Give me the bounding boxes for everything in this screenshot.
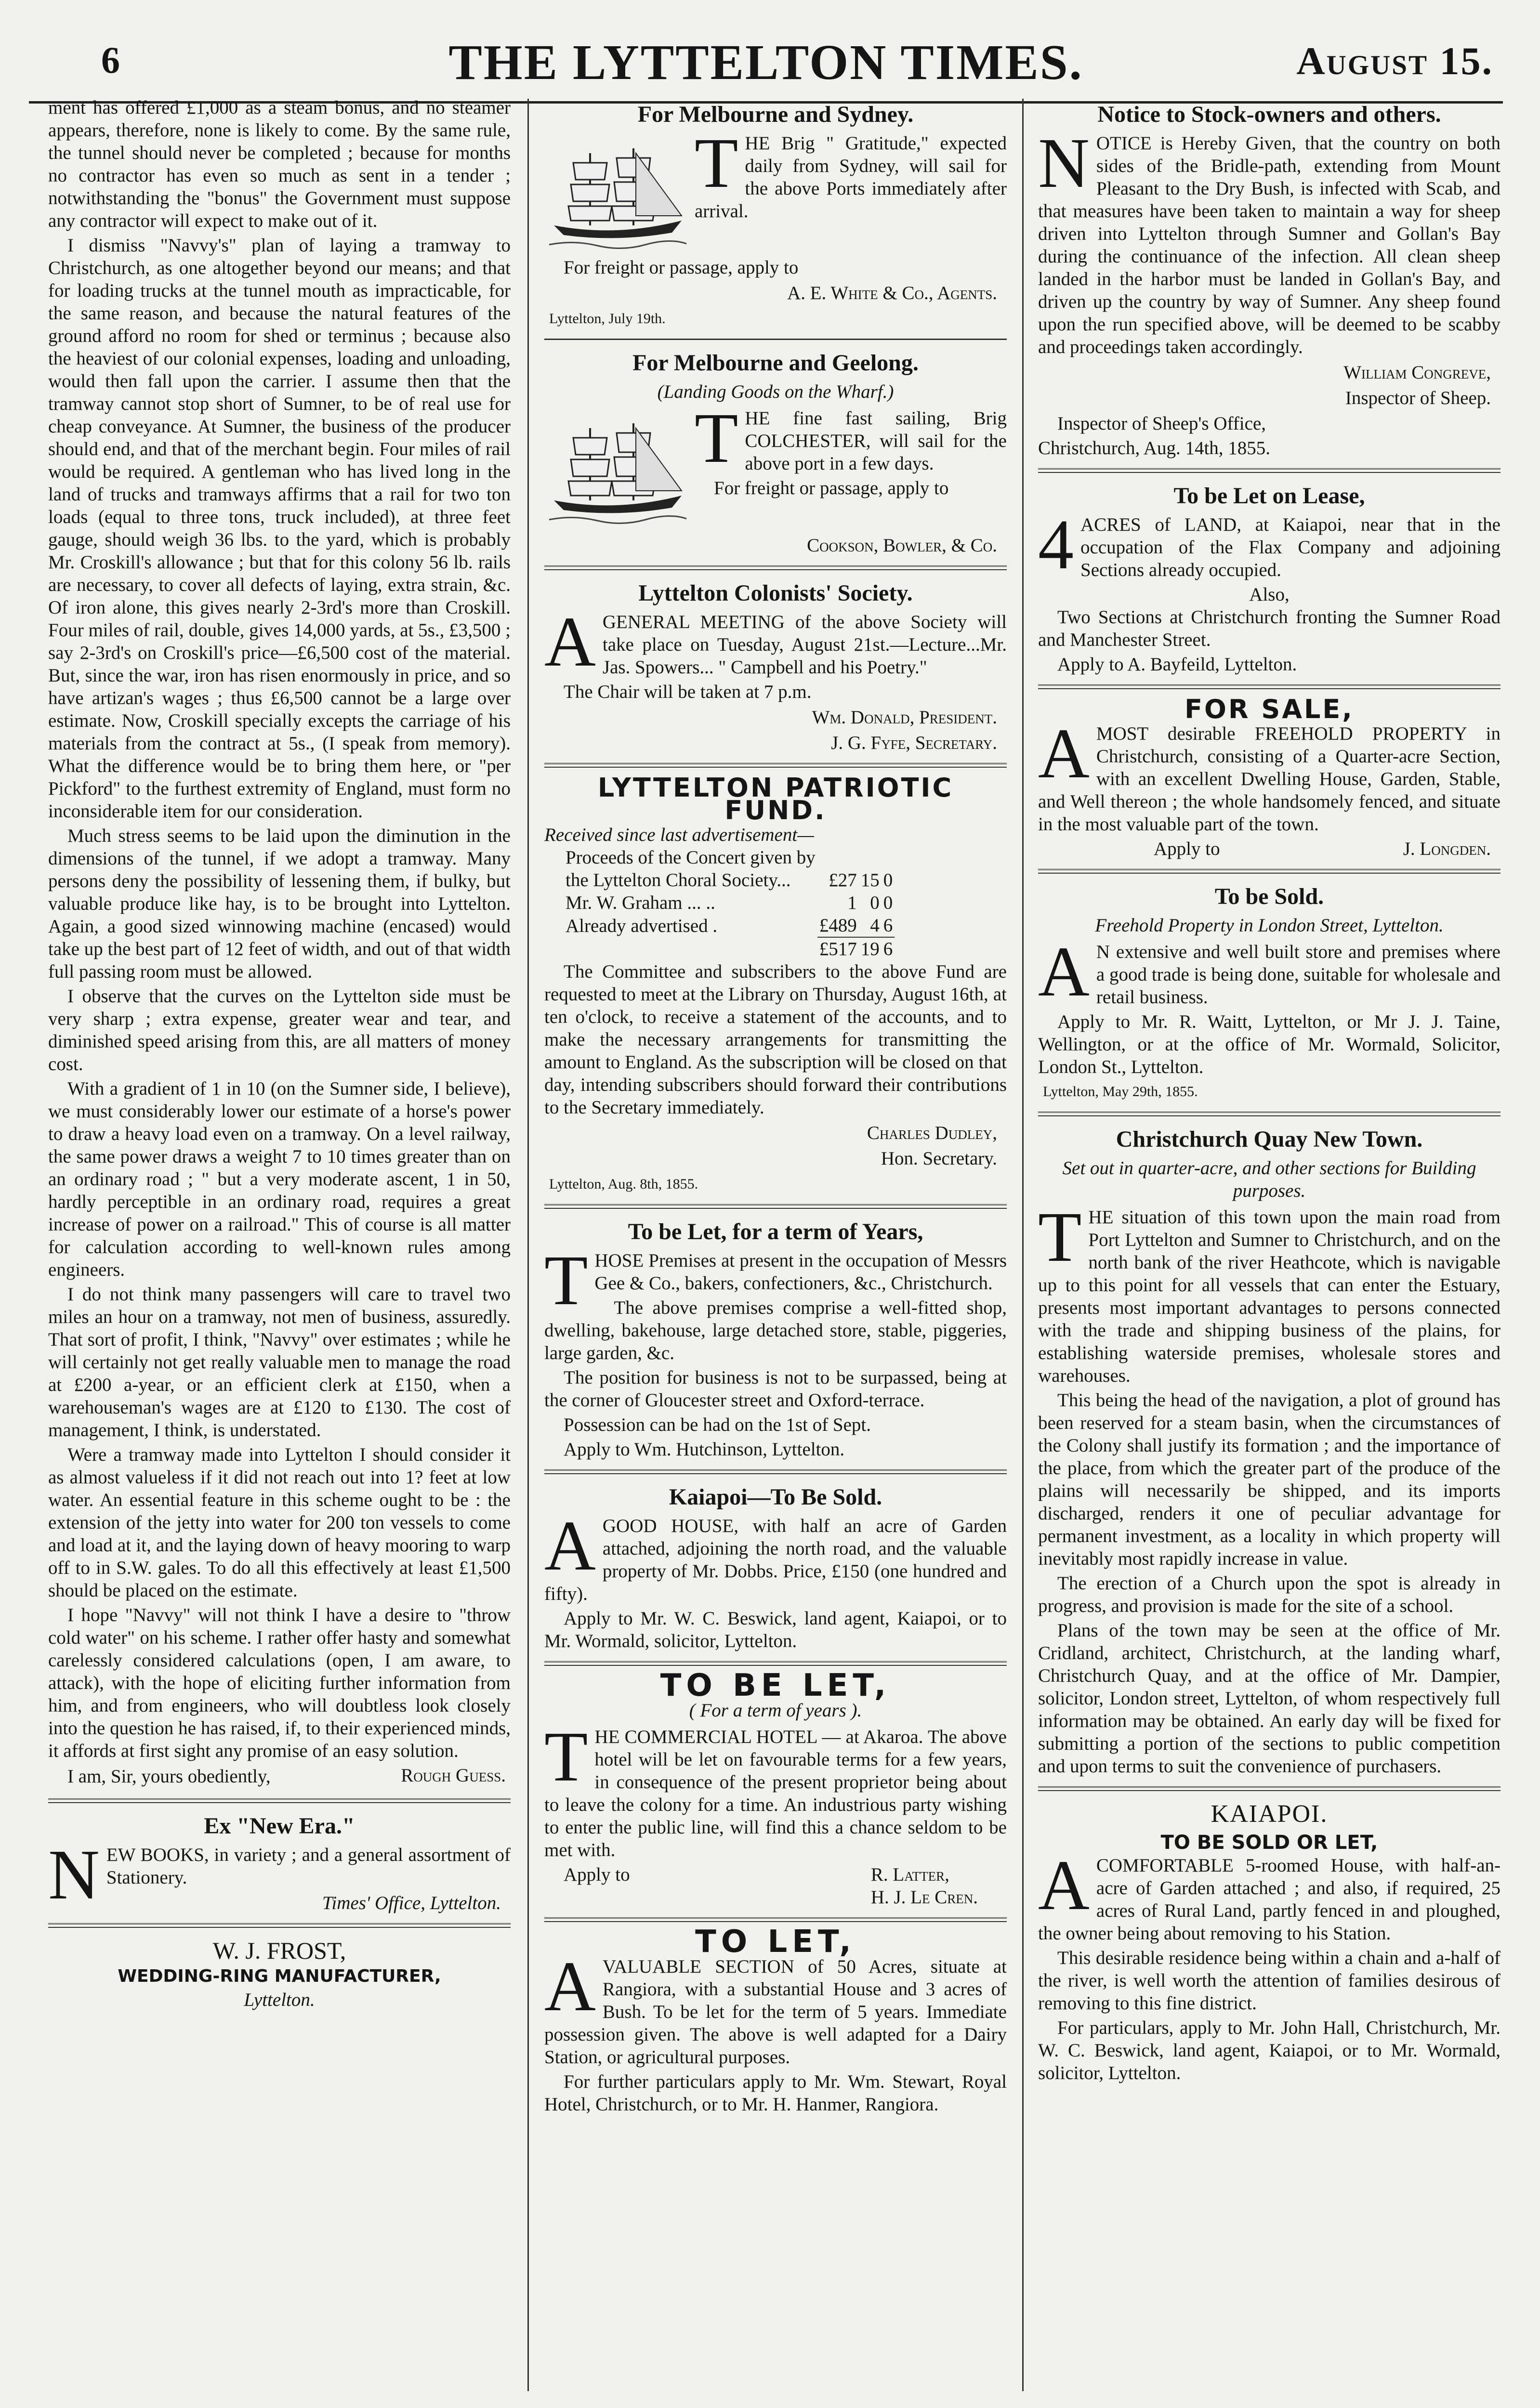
to-be-sold-subheading: Freehold Property in London Street, Lyttelton. <box>1095 915 1444 936</box>
drop-cap: T <box>544 1241 588 1320</box>
section-rule <box>544 339 1007 340</box>
page-number: 6 <box>101 39 120 81</box>
sailing-ship-icon <box>544 134 689 254</box>
melbourne-geelong-advert <box>544 399 1007 531</box>
hotel-let-subheading: ( For a term of years ). <box>689 1700 862 1721</box>
fund-label: the Lyttelton Choral Society... <box>566 870 791 890</box>
drop-cap: 4 <box>1038 505 1074 584</box>
lease-also: Also, <box>1249 584 1290 605</box>
letter-paragraph: Were a tramway made into Lyttelton I should consider it as almost valueless if it did not reach out into 1? feet at low water. An essential feature in this scheme ought to be : the extension of the jetty into water for 200 ton vessels to come and load at it, and the laying down of heavy mooring to warp off to in S.W. gales. To do all this effectively at least £1,500 should be placed on the estimate. <box>48 1444 511 1601</box>
column-3 <box>1038 96 1501 2398</box>
melbourne-geelong-freight: For freight or passage, apply to <box>714 478 949 498</box>
colonists-society-chair: The Chair will be taken at 7 p.m. <box>564 681 812 702</box>
column-divider <box>527 99 529 2391</box>
for-sale-heading: FOR SALE, <box>1185 694 1354 724</box>
let-years-body: HOSE Premises at present in the occupation of Messrs Gee & Co., bakers, confectioners, &c., Christchurch. <box>594 1250 1007 1294</box>
patriotic-fund-signature: Charles Dudley, <box>867 1123 997 1143</box>
melbourne-sydney-signature: A. E. White & Co., Agents. <box>787 283 997 303</box>
total-pounds: £517 <box>817 937 859 960</box>
stock-notice-date: Christchurch, Aug. 14th, 1855. <box>1038 438 1271 458</box>
for-sale-advert <box>1038 714 1501 836</box>
lease-apply: Apply to A. Bayfeild, Lyttelton. <box>1057 654 1297 675</box>
to-be-sold-advert <box>1038 932 1501 1011</box>
kaiapoi-sold-apply: Apply to Mr. W. C. Beswick, land agent, Kaiapoi, or to Mr. Wormald, solicitor, Lyttelton. <box>544 1608 1007 1651</box>
patriotic-fund-table <box>564 846 895 960</box>
drop-cap: A <box>544 1506 596 1585</box>
quay-subheading: Set out in quarter-acre, and other sections for Building purposes. <box>1062 1158 1476 1201</box>
ship-illustration <box>544 409 689 529</box>
fund-shillings <box>859 846 882 869</box>
section-rule <box>1038 468 1501 473</box>
section-let-heading: TO LET, <box>695 1924 856 1960</box>
melbourne-freight: For freight or passage, apply to <box>564 257 799 278</box>
colonists-society-secretary: J. G. Fyfe, Secretary. <box>831 733 997 753</box>
fund-pounds <box>817 846 859 869</box>
stock-notice-title: Inspector of Sheep. <box>1345 388 1491 408</box>
drop-cap: T <box>544 1717 588 1796</box>
patriotic-fund-heading: LYTTELTON PATRIOTIC FUND. <box>597 772 954 825</box>
hotel-let-signature-1: R. Latter, <box>870 1864 949 1885</box>
to-be-sold-date: Lyttelton, May 29th, 1855. <box>1043 1084 1198 1099</box>
drop-cap: A <box>1038 932 1090 1011</box>
kaiapoi-apply: For particulars, apply to Mr. John Hall, Christchurch, Mr. W. C. Beswick, land agent, Kaiapoi, or to Mr. Wormald, solicitor, Lyttelton. <box>1038 2017 1501 2083</box>
for-sale-apply: Apply to <box>1154 838 1220 859</box>
melbourne-sydney-heading: For Melbourne and Sydney. <box>637 102 914 127</box>
drop-cap: N <box>48 1835 100 1914</box>
column-divider <box>1022 99 1024 2391</box>
fund-shillings: 15 <box>860 870 880 890</box>
kaiapoi-body: COMFORTABLE 5-roomed House, with half-an-acre of Garden attached ; and also, if required, 25 acres of Rural Land, partly fenced in and ploughed, the owner being about removing to his Station. <box>1038 1855 1501 1944</box>
melbourne-sydney-body: HE Brig " Gratitude," expected daily from Sydney, will sail for the above Ports immediately after arrival. <box>695 133 1007 222</box>
section-rule <box>1038 684 1501 689</box>
quay-heading: Christchurch Quay New Town. <box>1116 1126 1423 1152</box>
fund-row <box>564 914 895 937</box>
lease-advert <box>1038 505 1501 584</box>
quay-navigation: This being the head of the navigation, a plot of ground has been reserved for a steam basin, when the circumstances of the Colony shall justify its formation ; and the importance of the place, from which the greater part of the produce of the plains will necessarily be shipped, and its imports discharged, renders it one of peculiar advantage for permanent investment, as a locality in which property will inevitably most rapidly increase in value. <box>1038 1390 1501 1569</box>
patriotic-fund-title: Hon. Secretary. <box>881 1148 997 1169</box>
section-rule <box>544 1661 1007 1666</box>
section-rule <box>48 1923 511 1928</box>
colonists-society-body: GENERAL MEETING of the above Society will take place on Tuesday, August 21st.—Lecture...Mr. Jas. Spowers... " Campbell and his Poetry." <box>602 612 1007 678</box>
hotel-let-signature-2: H. J. Le Cren. <box>870 1887 978 1908</box>
letter-body <box>48 96 511 1762</box>
fund-pence: 0 <box>883 892 893 913</box>
fund-shillings: 0 <box>870 892 880 913</box>
letter-paragraph: Much stress seems to be laid upon the diminution in the dimensions of the tunnel, if we adopt a tramway. Many persons deny the possibility of lessening them, if bulky, but valuable produce like hay, is to be brought into Lyttelton. Again, a good sized winnowing machine (encased) would take up the best part of 12 feet of width, and out of that width full passing room must be allowed. <box>48 825 511 982</box>
kaiapoi-subheading: TO BE SOLD OR LET, <box>1160 1832 1378 1854</box>
stock-notice-advert <box>1038 124 1501 358</box>
colonists-society-heading: Lyttelton Colonists' Society. <box>638 580 913 606</box>
newera-signature: Times' Office, Lyttelton. <box>322 1893 501 1913</box>
drop-cap: T <box>695 399 738 478</box>
newera-body: EW BOOKS, in variety ; and a general assortment of Stationery. <box>106 1845 511 1888</box>
melbourne-sydney-advert <box>544 124 1007 256</box>
frost-name: W. J. FROST, <box>212 1937 346 1964</box>
masthead <box>29 19 1503 104</box>
patriotic-fund-body: The Committee and subscribers to the above Fund are requested to meet at the Library on Thursday, August 16th, at ten o'clock, to receive a statement of the accounts, and to make the necessary arrangements for transmitting the amount to England. As the subscription will be closed on that day, intending subscribers should forward their contributions to the Secretary immediately. <box>544 961 1007 1118</box>
hotel-let-heading: TO BE LET, <box>660 1668 891 1703</box>
kaiapoi-advert <box>1038 1846 1501 1945</box>
kaiapoi-sold-heading: Kaiapoi—To Be Sold. <box>669 1484 882 1510</box>
melbourne-geelong-subheading: (Landing Goods on the Wharf.) <box>657 381 894 402</box>
let-years-possession: Possession can be had on the 1st of Sept. <box>564 1414 871 1435</box>
let-years-advert <box>544 1241 1007 1320</box>
section-rule <box>48 1798 511 1803</box>
melbourne-geelong-body: HE fine fast sailing, Brig COLCHESTER, will sail for the above port in a few days. <box>745 408 1007 474</box>
stock-notice-signature: William Congreve, <box>1343 362 1491 383</box>
let-years-premises: The above premises comprise a well-fitted shop, dwelling, bakehouse, large detached store, stable, piggeries, large garden, &c. <box>544 1297 1007 1363</box>
patriotic-fund-date: Lyttelton, Aug. 8th, 1855. <box>549 1176 698 1192</box>
section-let-apply: For further particulars apply to Mr. Wm. Stewart, Royal Hotel, Christchurch, or to Mr. H. Hanmer, Rangiora. <box>544 2071 1007 2115</box>
section-rule <box>1038 1786 1501 1791</box>
patriotic-fund-subheading: Received since last advertisement— <box>544 824 814 845</box>
quay-advert <box>1038 1198 1501 1387</box>
section-let-body: VALUABLE SECTION of 50 Acres, situate at Rangiora, with a substantial House and 3 acres of Bush. To be let for the term of 5 years. Immediate possession given. The above is well adapted for a Dairy Station, or agricultural purposes. <box>544 1956 1007 2068</box>
fund-pence: 0 <box>883 870 893 890</box>
section-rule <box>544 1917 1007 1922</box>
section-rule <box>544 1469 1007 1474</box>
sailing-ship-icon <box>544 409 689 529</box>
drop-cap: A <box>1038 714 1090 793</box>
to-be-sold-heading: To be Sold. <box>1214 884 1324 909</box>
column-2 <box>544 96 1007 2398</box>
fund-pounds: £489 <box>819 915 857 936</box>
letter-paragraph: I hope "Navvy" will not think I have a desire to "throw cold water" on his scheme. I rather offer hasty and somewhat carelessly considered calculations (open, I am aware, to attack), with the hope of eliciting further information from him, and from engineers, who will doubtless look closely into the question he has raised, if, to their experienced minds, it affords at first sight any promise of an easy solution. <box>48 1605 511 1761</box>
total-pence: 6 <box>882 937 895 960</box>
lease-heading: To be Let on Lease, <box>1173 483 1365 509</box>
let-years-heading: To be Let, for a term of Years, <box>628 1219 923 1244</box>
drop-cap: A <box>544 602 596 681</box>
frost-trade: WEDDING-RING MANUFACTURER, <box>118 1966 441 1986</box>
melbourne-sydney-date: Lyttelton, July 19th. <box>549 311 666 327</box>
ship-illustration <box>544 134 689 254</box>
fund-pounds: 1 <box>847 892 857 913</box>
drop-cap: A <box>1038 1846 1090 1925</box>
fund-label: Proceeds of the Concert given by <box>566 847 816 868</box>
hotel-let-body: HE COMMERCIAL HOTEL — at Akaroa. The above hotel will be let on favourable terms for a few years, in consequence of the present proprietor being about to leave the colony for a time. An industrious party wishing to enter the public line, will find this a chance seldom to be met with. <box>544 1727 1007 1860</box>
lease-body: ACRES of LAND, at Kaiapoi, near that in the occupation of the Flax Company and adjoining Sections already occupied. <box>1080 514 1501 580</box>
letter-closing: I am, Sir, yours obediently, <box>67 1766 271 1787</box>
colonists-society-advert <box>544 602 1007 681</box>
stock-notice-body: OTICE is Hereby Given, that the country on both sides of the Bridle-path, extending from Mount Pleasant to the Dry Bush, is infected with Scab, and that measures have been taken to maintain a way for sheep driven into Lyttelton through Sumner and Gollan's Bay during the continuance of the infection. All clean sheep landed in the harbor must be landed in Gollan's Bay, and driven up the country by way of Sumner. Any sheep found upon the run specified above, will be deemed to be scabby and proceedings taken accordingly. <box>1038 133 1501 357</box>
patriotic-fund-total <box>564 937 895 960</box>
letter-paragraph: I dismiss "Navvy's" plan of laying a tramway to Christchurch, as one altogether beyond our means; and that for loading trucks at the tunnel mouth as impracticable, for the same reason, and because the natural features of the ground afford no room for shed or terminus ; because also the heaviest of our colonial expenses, loading and unloading, would then fall upon the carrier. I assume then that the tramway cannot stop short of Sumner, to be of real use for cheap conveyance. At Sumner, the business of the producer should end, and that of the merchant begin. Four miles of rail would be required. A gentleman who has lived long in the land of trucks and tramways affirms that a rail for two ton loads (equal to three tons, truck included), at three feet gauge, should weigh 36 lbs. to the yard, which is probably Mr. Croskill's allowance ; but that for this colony 56 lb. rails are necessary, to cover all defects of laying, extra strain, &c. Of iron alone, this gives nearly 2-3rd's more than Croskill. Four miles of rail, double, gives 14,000 yards, at 5s., £3,500 ; say 2-3rd's on Croskill's price—£6,500 cost of the material. But, since the war, iron has risen enormously in price, and so have artizan's wages ; thus £6,500 cannot be a large over estimate. Now, Croskill specially excepts the carriage of his materials from the contract at 5s., (I speak from memory). What the difference would be to bring them here, or "per Pickford" to the furthest extremity of England, must form no inconsiderable item for our consideration. <box>48 235 511 822</box>
fund-shillings: 4 <box>870 915 880 936</box>
letter-paragraph: I do not think many passengers will care to travel two miles an hour on a tramway, not men of business, assuredly. That sort of profit, I think, "Navvy" over estimates ; while he will certainly not get really valuable men to manage the road at £200 a-year, or an efficient clerk at £150, when a warehouseman's wages are at £120 to £130. The cost of management, I think, is understated. <box>48 1284 511 1440</box>
fund-pounds: £27 <box>829 870 857 890</box>
letter-paragraph: With a gradient of 1 in 10 (on the Sumner side, I believe), we must considerably lower our estimate of a horse's power to draw a heavy load even on a tramway. On a level railway, the same power draws a weight 7 to 10 times greater than on an ordinary road ; " but a very moderate ascent, 1 in 50, hardly perceptible in an ordinary road, requires a great increase of power on a railroad." This of course is all matter for calculation according to well-known rules among engineers. <box>48 1078 511 1280</box>
hotel-let-advert <box>544 1717 1007 1861</box>
frost-place: Lyttelton. <box>244 1989 315 2010</box>
fund-label: Already advertised . <box>566 915 718 936</box>
issue-date: August 15. <box>1296 39 1493 83</box>
newspaper-title: THE LYTTELTON TIMES. <box>448 35 1083 90</box>
lease-sections: Two Sections at Christchurch fronting the Sumner Road and Manchester Street. <box>1038 607 1501 650</box>
kaiapoi-residence: This desirable residence being within a chain and a-half of the river, is well worth the attention of families desirous of removing to this fine district. <box>1038 1948 1501 2014</box>
melbourne-geelong-signature: Cookson, Bowler, & Co. <box>807 535 997 556</box>
total-shillings: 19 <box>859 937 882 960</box>
to-be-sold-apply: Apply to Mr. R. Waitt, Lyttelton, or Mr J. J. Taine, Wellington, or at the office of Mr. Wormald, Solicitor, London St., Lyttelton. <box>1038 1011 1501 1077</box>
drop-cap: T <box>695 124 738 203</box>
quay-body: HE situation of this town upon the main road from Port Lyttelton and Sumner to Christchurch, and on the north bank of the river Heathcote, which is navigable up to this point for all vessels that can enter the Estuary, presents most important advantages to persons connected with the trade and shipping business of the plains, for establishing waterside premises, wholesale stores and warehouses. <box>1038 1207 1501 1386</box>
kaiapoi-heading: KAIAPOI. <box>1211 1800 1328 1828</box>
for-sale-body: MOST desirable FREEHOLD PROPERTY in Christchurch, consisting of a Quarter-acre Section, with an excellent Dwelling House, Garden, Stable, and Well thereon ; the whole handsomely fenced, and situate in the most valuable part of the town. <box>1038 723 1501 835</box>
quay-plans: Plans of the town may be seen at the office of Mr. Cridland, architect, Christchurch, at the landing wharf, Christchurch Quay, and at the office of Mr. Dampier, solicitor, London street, Lyttelton, of whom respectively full information may be obtained. An early day will be fixed for submitting a portion of the sections to public competition and upon terms to suit the convenience of purchasers. <box>1038 1620 1501 1777</box>
drop-cap: N <box>1038 124 1090 203</box>
fund-row <box>564 869 895 891</box>
stock-notice-heading: Notice to Stock-owners and others. <box>1097 102 1441 127</box>
fund-row <box>564 891 895 914</box>
letter-paragraph: ment has offered £1,000 as a steam bonus, and no steamer appears, therefore, none is likely to come. By the same rule, the tunnel should never be completed ; because for months no contractor has even so much as sent in a tender ; notwithstanding the "bonus" the Government must suppose any contractor will expect to make out of it. <box>48 97 511 231</box>
fund-row <box>564 846 895 869</box>
to-be-sold-body: N extensive and well built store and premises where a good trade is being done, suitable for wholesale and retail business. <box>1096 942 1501 1008</box>
kaiapoi-sold-body: GOOD HOUSE, with half an acre of Garden attached, adjoining the north road, and the valuable property of Mr. Dobbs. Price, £150 (one hundred and fifty). <box>544 1516 1007 1604</box>
kaiapoi-sold-advert <box>544 1506 1007 1605</box>
section-rule <box>544 763 1007 768</box>
section-rule <box>1038 869 1501 874</box>
colonists-society-president: Wm. Donald, President. <box>812 707 997 728</box>
fund-pence <box>882 846 895 869</box>
melbourne-geelong-heading: For Melbourne and Geelong. <box>632 350 919 376</box>
section-rule <box>544 1204 1007 1209</box>
let-years-position: The position for business is not to be surpassed, being at the corner of Gloucester street and Oxford-terrace. <box>544 1367 1007 1411</box>
fund-pence: 6 <box>883 915 893 936</box>
letter-signature: Rough Guess. <box>401 1765 506 1786</box>
column-1 <box>48 96 511 2398</box>
stock-notice-office: Inspector of Sheep's Office, <box>1057 413 1266 434</box>
fund-label: Mr. W. Graham ... .. <box>566 892 715 913</box>
drop-cap: T <box>1038 1198 1082 1277</box>
section-let-advert <box>544 1947 1007 2068</box>
quay-church: The erection of a Church upon the spot is already in progress, and provision is made for the site of a school. <box>1038 1573 1501 1616</box>
newera-heading: Ex "New Era." <box>204 1813 355 1839</box>
letter-paragraph: I observe that the curves on the Lyttelton side must be very sharp ; extra expense, greater wear and tear, and diminished speed arising from this, are all matters of money cost. <box>48 986 511 1074</box>
section-rule <box>1038 1112 1501 1116</box>
drop-cap: A <box>544 1947 596 2026</box>
let-years-apply: Apply to Wm. Hutchinson, Lyttelton. <box>564 1439 845 1460</box>
hotel-let-apply: Apply to <box>564 1864 630 1885</box>
section-rule <box>544 565 1007 570</box>
for-sale-signature: J. Longden. <box>1403 838 1491 859</box>
